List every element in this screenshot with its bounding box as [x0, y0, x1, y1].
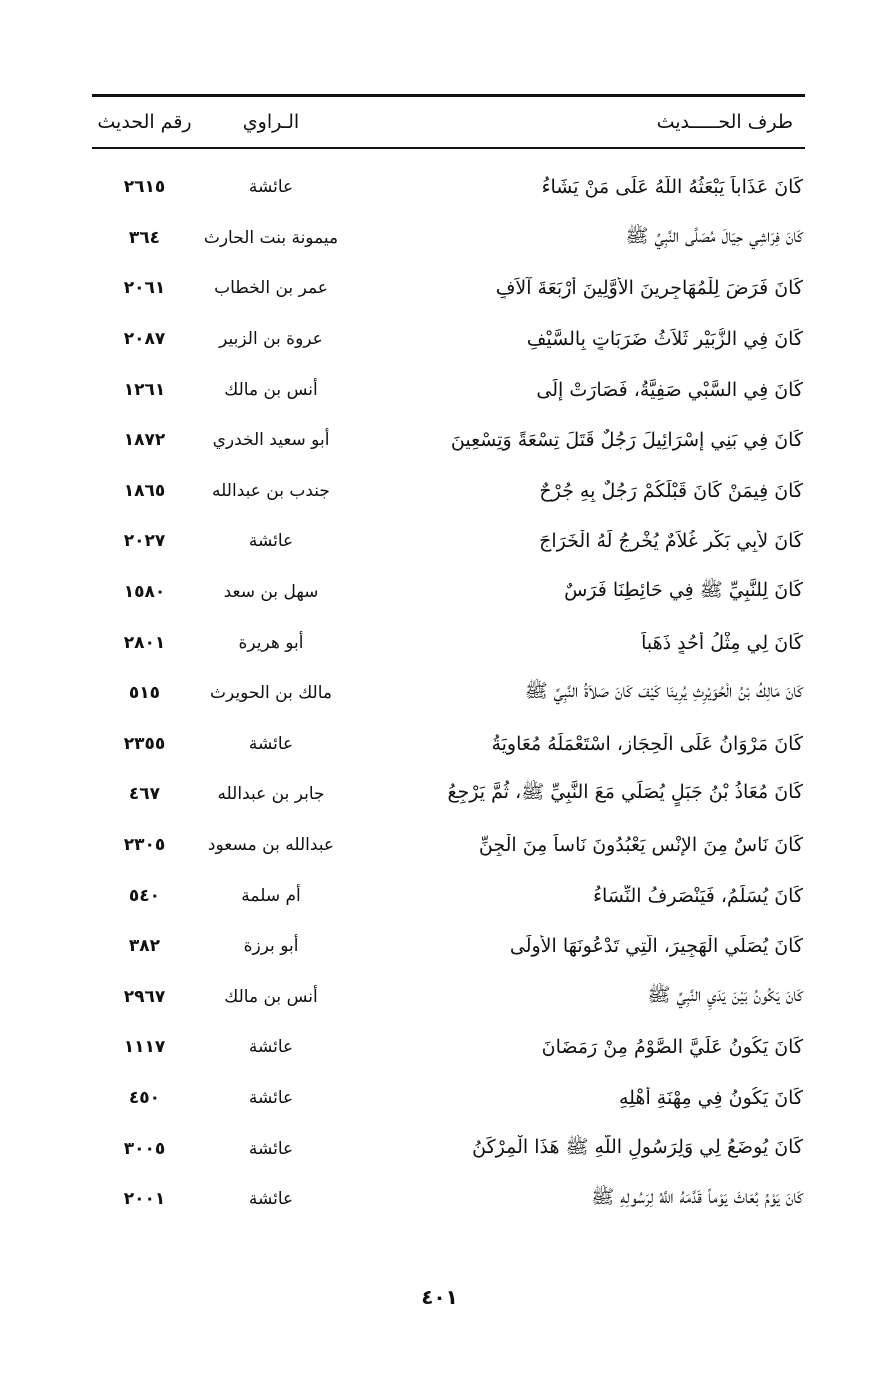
header-hadith-column: طرف الحـــــديث — [656, 111, 793, 133]
narrator-name: أم سلمة — [241, 885, 301, 906]
narrator-name: أبو سعيد الخدري — [212, 430, 330, 451]
table-row — [92, 567, 805, 618]
narrator-name: ميمونة بنت الحارث — [203, 227, 339, 248]
hadith-number: ٢٣٥٥ — [123, 733, 166, 754]
hadith-number: ١٨٦٥ — [123, 480, 166, 501]
table-row — [92, 162, 805, 213]
hadith-text: كَانَ نَاسٌ مِنَ الإِنْسِ يَعْبُدُونَ نَاساً مِنَ الْجِنِّ — [478, 834, 803, 857]
table-row — [92, 1123, 805, 1174]
table-row — [92, 1022, 805, 1073]
narrator-name: عائشة — [248, 1189, 294, 1210]
narrator-name: عائشة — [248, 177, 294, 198]
hadith-number: ١٢٦١ — [123, 379, 166, 400]
narrator-name: عائشة — [248, 1037, 294, 1058]
hadith-text: كَانَ فِيمَنْ كَانَ قَبْلَكُمْ رَجُلٌ بِهِ جُرْحٌ — [539, 479, 803, 502]
table-row — [92, 820, 805, 871]
hadith-text: كَانَ يُوضَعُ لِي وَلِرَسُولِ اللَّهِ ﷺ هَذَا الْمِرْكَنُ — [472, 1135, 803, 1158]
hadith-text: كَانَ فِي السَّبْيِ صَفِيَّةُ، فَصَارَتْ إِلَى — [536, 378, 803, 401]
narrator-name: جندب بن عبدالله — [212, 480, 330, 501]
hadith-number: ٥١٥ — [128, 683, 161, 704]
table-row — [92, 415, 805, 466]
narrator-name: عبدالله بن مسعود — [207, 835, 335, 856]
narrator-name: عمر بن الخطاب — [214, 278, 328, 299]
hadith-number: ٢٠٠١ — [123, 1189, 166, 1210]
table-row — [92, 1073, 805, 1124]
table-row — [92, 921, 805, 972]
narrator-name: سهل بن سعد — [223, 582, 319, 603]
table-row — [92, 213, 805, 264]
table-row — [92, 466, 805, 517]
table-row — [92, 314, 805, 365]
table-row — [92, 516, 805, 567]
hadith-number: ٣٨٢ — [128, 936, 161, 957]
hadith-text: كَانَ يَكُونُ بَيْنَ يَدَيِ النَّبِيِّ ﷺ — [647, 983, 803, 1006]
narrator-name: عروة بن الزبير — [219, 329, 323, 350]
table-row — [92, 668, 805, 719]
narrator-name: أنس بن مالك — [224, 379, 318, 400]
hadith-text: كَانَ يُسَلِّمُ، فَيَنْصَرِفُ النِّسَاءُ — [593, 884, 803, 907]
narrator-name: عائشة — [248, 1138, 294, 1159]
hadith-text: كَانَ فِي الزُّبَيْرِ ثَلاَثُ ضَرَبَاتٍ بِالسَّيْفِ — [526, 328, 803, 351]
table-row — [92, 769, 805, 820]
page-number: ٤٠١ — [421, 1285, 458, 1309]
header-narrator-column: الـراوي — [242, 111, 300, 133]
hadith-text: كَانَ لِلنَّبِيِّ ﷺ فِي حَائِطِنَا فَرَسٌ — [564, 579, 803, 602]
narrator-name: مالك بن الحويرث — [209, 683, 333, 704]
hadith-number: ١١١٧ — [123, 1037, 166, 1058]
header-number-column: رقم الحديث — [97, 111, 192, 133]
hadith-number: ٥٤٠ — [128, 885, 161, 906]
narrator-name: عائشة — [248, 733, 294, 754]
hadith-number: ٣٠٠٥ — [123, 1138, 166, 1159]
narrator-name: أنس بن مالك — [224, 986, 318, 1007]
hadith-text: كَانَ فَرَضَ لِلْمُهَاجِرِينَ الأَوَّلِينَ أَرْبَعَةَ آلاَفٍ — [495, 277, 803, 300]
hadith-number: ٤٥٠ — [128, 1087, 161, 1108]
hadith-index-table — [92, 94, 805, 1224]
hadith-number: ١٥٨٠ — [123, 582, 166, 603]
hadith-number: ٢٨٠١ — [123, 632, 166, 653]
hadith-text: كَانَ فِرَاشِي حِيَالَ مُصَلَّى النَّبِيِّ ﷺ — [625, 224, 803, 247]
hadith-text: كَانَ مَالِكُ بْنُ الْحُوَيْرِثِ يُرِينَا كَيْفَ كَانَ صَلاَةُ النَّبِيِّ ﷺ — [524, 680, 803, 703]
hadith-text: كَانَ لِي مِثْلُ أُحُدٍ ذَهَباً — [641, 631, 803, 654]
hadith-text: كَانَ يَوْمُ بُعَاثَ يَوْماً قَدَّمَهُ اللَّهُ لِرَسُولِهِ ﷺ — [591, 1186, 803, 1209]
hadith-text: كَانَ يَكُونُ فِي مِهْنَةِ أَهْلِهِ — [618, 1086, 803, 1109]
hadith-number: ٢٣٠٥ — [123, 835, 166, 856]
narrator-name: أبو هريرة — [238, 632, 304, 653]
hadith-number: ٢٦١٥ — [123, 177, 166, 198]
narrator-name: أبو برزة — [243, 936, 299, 957]
hadith-text: كَانَ يُصَلِّي الْهَجِيرَ، الَّتِي تَدْعُونَهَا الأُولَى — [509, 935, 803, 958]
hadith-text: كَانَ فِي بَنِي إِسْرَائِيلَ رَجُلٌ قَتَلَ تِسْعَةً وَتِسْعِينَ — [450, 429, 803, 452]
hadith-number: ٤٦٧ — [128, 784, 161, 805]
hadith-text: كَانَ عَذَاباً يَبْعَثُهُ اللَّهُ عَلَى مَنْ يَشَاءُ — [541, 176, 803, 199]
hadith-number: ٢٩٦٧ — [123, 986, 166, 1007]
hadith-number: ١٨٧٢ — [123, 430, 166, 451]
hadith-number: ٢٠٦١ — [123, 278, 166, 299]
hadith-text: كَانَ مُعَاذُ بْنُ جَبَلٍ يُصَلِّي مَعَ النَّبِيِّ ﷺ، ثُمَّ يَرْجِعُ — [447, 781, 803, 804]
hadith-text: كَانَ مَرْوَانُ عَلَى الْحِجَازِ، اسْتَعْمَلَهُ مُعَاوِيَةُ — [491, 732, 803, 755]
narrator-name: عائشة — [248, 1087, 294, 1108]
table-row — [92, 263, 805, 314]
table-row — [92, 364, 805, 415]
table-header — [92, 94, 805, 149]
table-row — [92, 719, 805, 770]
hadith-number: ٢٠٢٧ — [123, 531, 166, 552]
hadith-number: ٢٠٨٧ — [123, 329, 166, 350]
table-row — [92, 617, 805, 668]
hadith-text: كَانَ يَكُونُ عَلَيَّ الصَّوْمُ مِنْ رَمَضَانَ — [541, 1036, 803, 1059]
narrator-name: عائشة — [248, 531, 294, 552]
table-body — [92, 162, 805, 1224]
table-row — [92, 1174, 805, 1225]
narrator-name: جابر بن عبدالله — [217, 784, 325, 805]
table-row — [92, 870, 805, 921]
hadith-text: كَانَ لأَبِي بَكْرٍ غُلاَمٌ يُخْرِجُ لَهُ الْخَرَاجَ — [539, 530, 803, 553]
hadith-number: ٣٦٤ — [128, 227, 161, 248]
table-row — [92, 972, 805, 1023]
